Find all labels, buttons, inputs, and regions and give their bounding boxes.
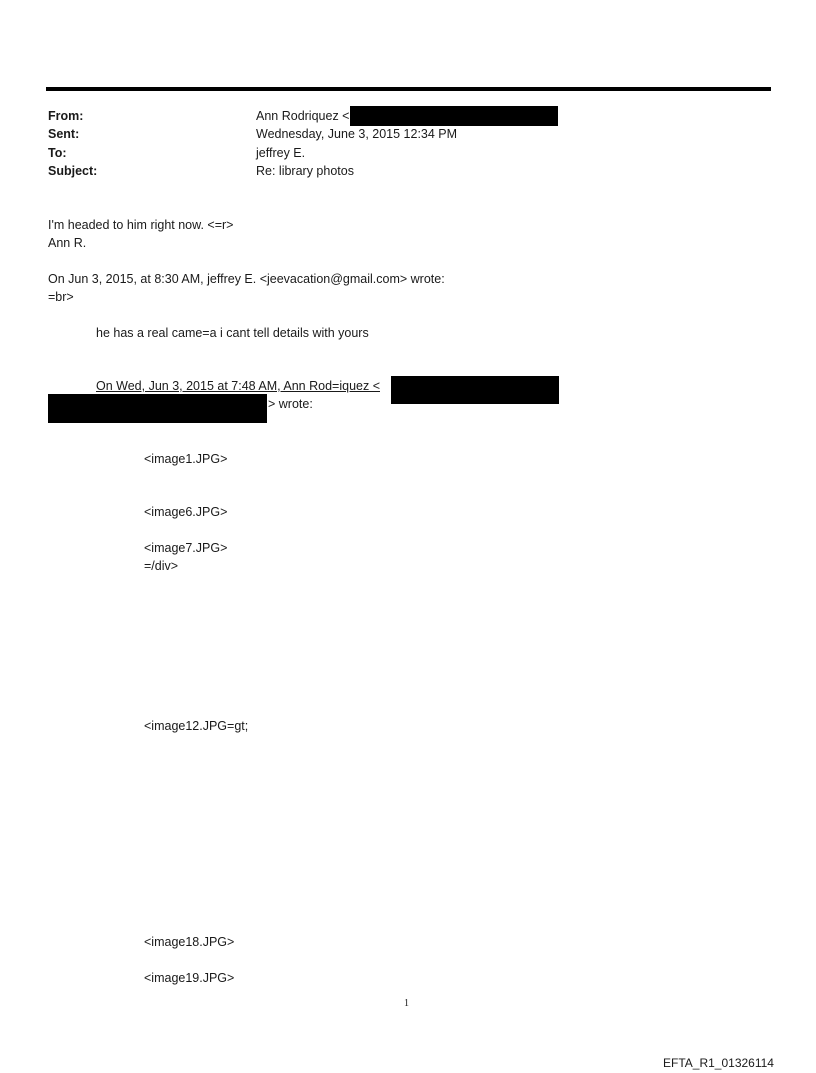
redaction-box-quote-email (391, 376, 559, 404)
attachment-image7: <image7.JPG> (144, 541, 228, 555)
to-value: jeffrey E. (256, 146, 306, 160)
body-line-signature: Ann R. (48, 236, 87, 250)
page-number: 1 (404, 998, 409, 1009)
quote1-attribution: On Jun 3, 2015, at 8:30 AM, jeffrey E. <jeevacation@gmail.com> wrote: (48, 272, 445, 286)
body-line-reply: I'm headed to him right now. <=r> (48, 218, 234, 232)
header-rule (46, 87, 771, 91)
div-close-tag: =/div> (144, 559, 179, 573)
subject-value: Re: library photos (256, 164, 354, 178)
redaction-box-quote-email-cont (48, 394, 267, 423)
to-label: To: (48, 146, 67, 160)
attachment-image1: <image1.JPG> (144, 452, 228, 466)
attachment-image6: <image6.JPG> (144, 505, 228, 519)
from-value: Ann Rodriquez < (256, 109, 350, 123)
quote1-text: he has a real came=a i cant tell details with yours (96, 326, 369, 340)
attachment-image18: <image18.JPG> (144, 935, 235, 949)
sent-value: Wednesday, June 3, 2015 12:34 PM (256, 127, 458, 141)
redaction-box-sender-email (350, 106, 558, 126)
attachment-image19: <image19.JPG> (144, 971, 235, 985)
sent-label: Sent: (48, 127, 80, 141)
document-id: EFTA_R1_01326114 (663, 1056, 774, 1070)
quote2-attribution: On Wed, Jun 3, 2015 at 7:48 AM, Ann Rod=iquez < (96, 379, 380, 393)
attachment-image12: <image12.JPG=gt; (144, 719, 249, 733)
quote1-tag: =br> (48, 290, 74, 304)
subject-label: Subject: (48, 164, 98, 178)
from-label: From: (48, 109, 84, 123)
quote2-wrote: > wrote: (268, 397, 313, 411)
